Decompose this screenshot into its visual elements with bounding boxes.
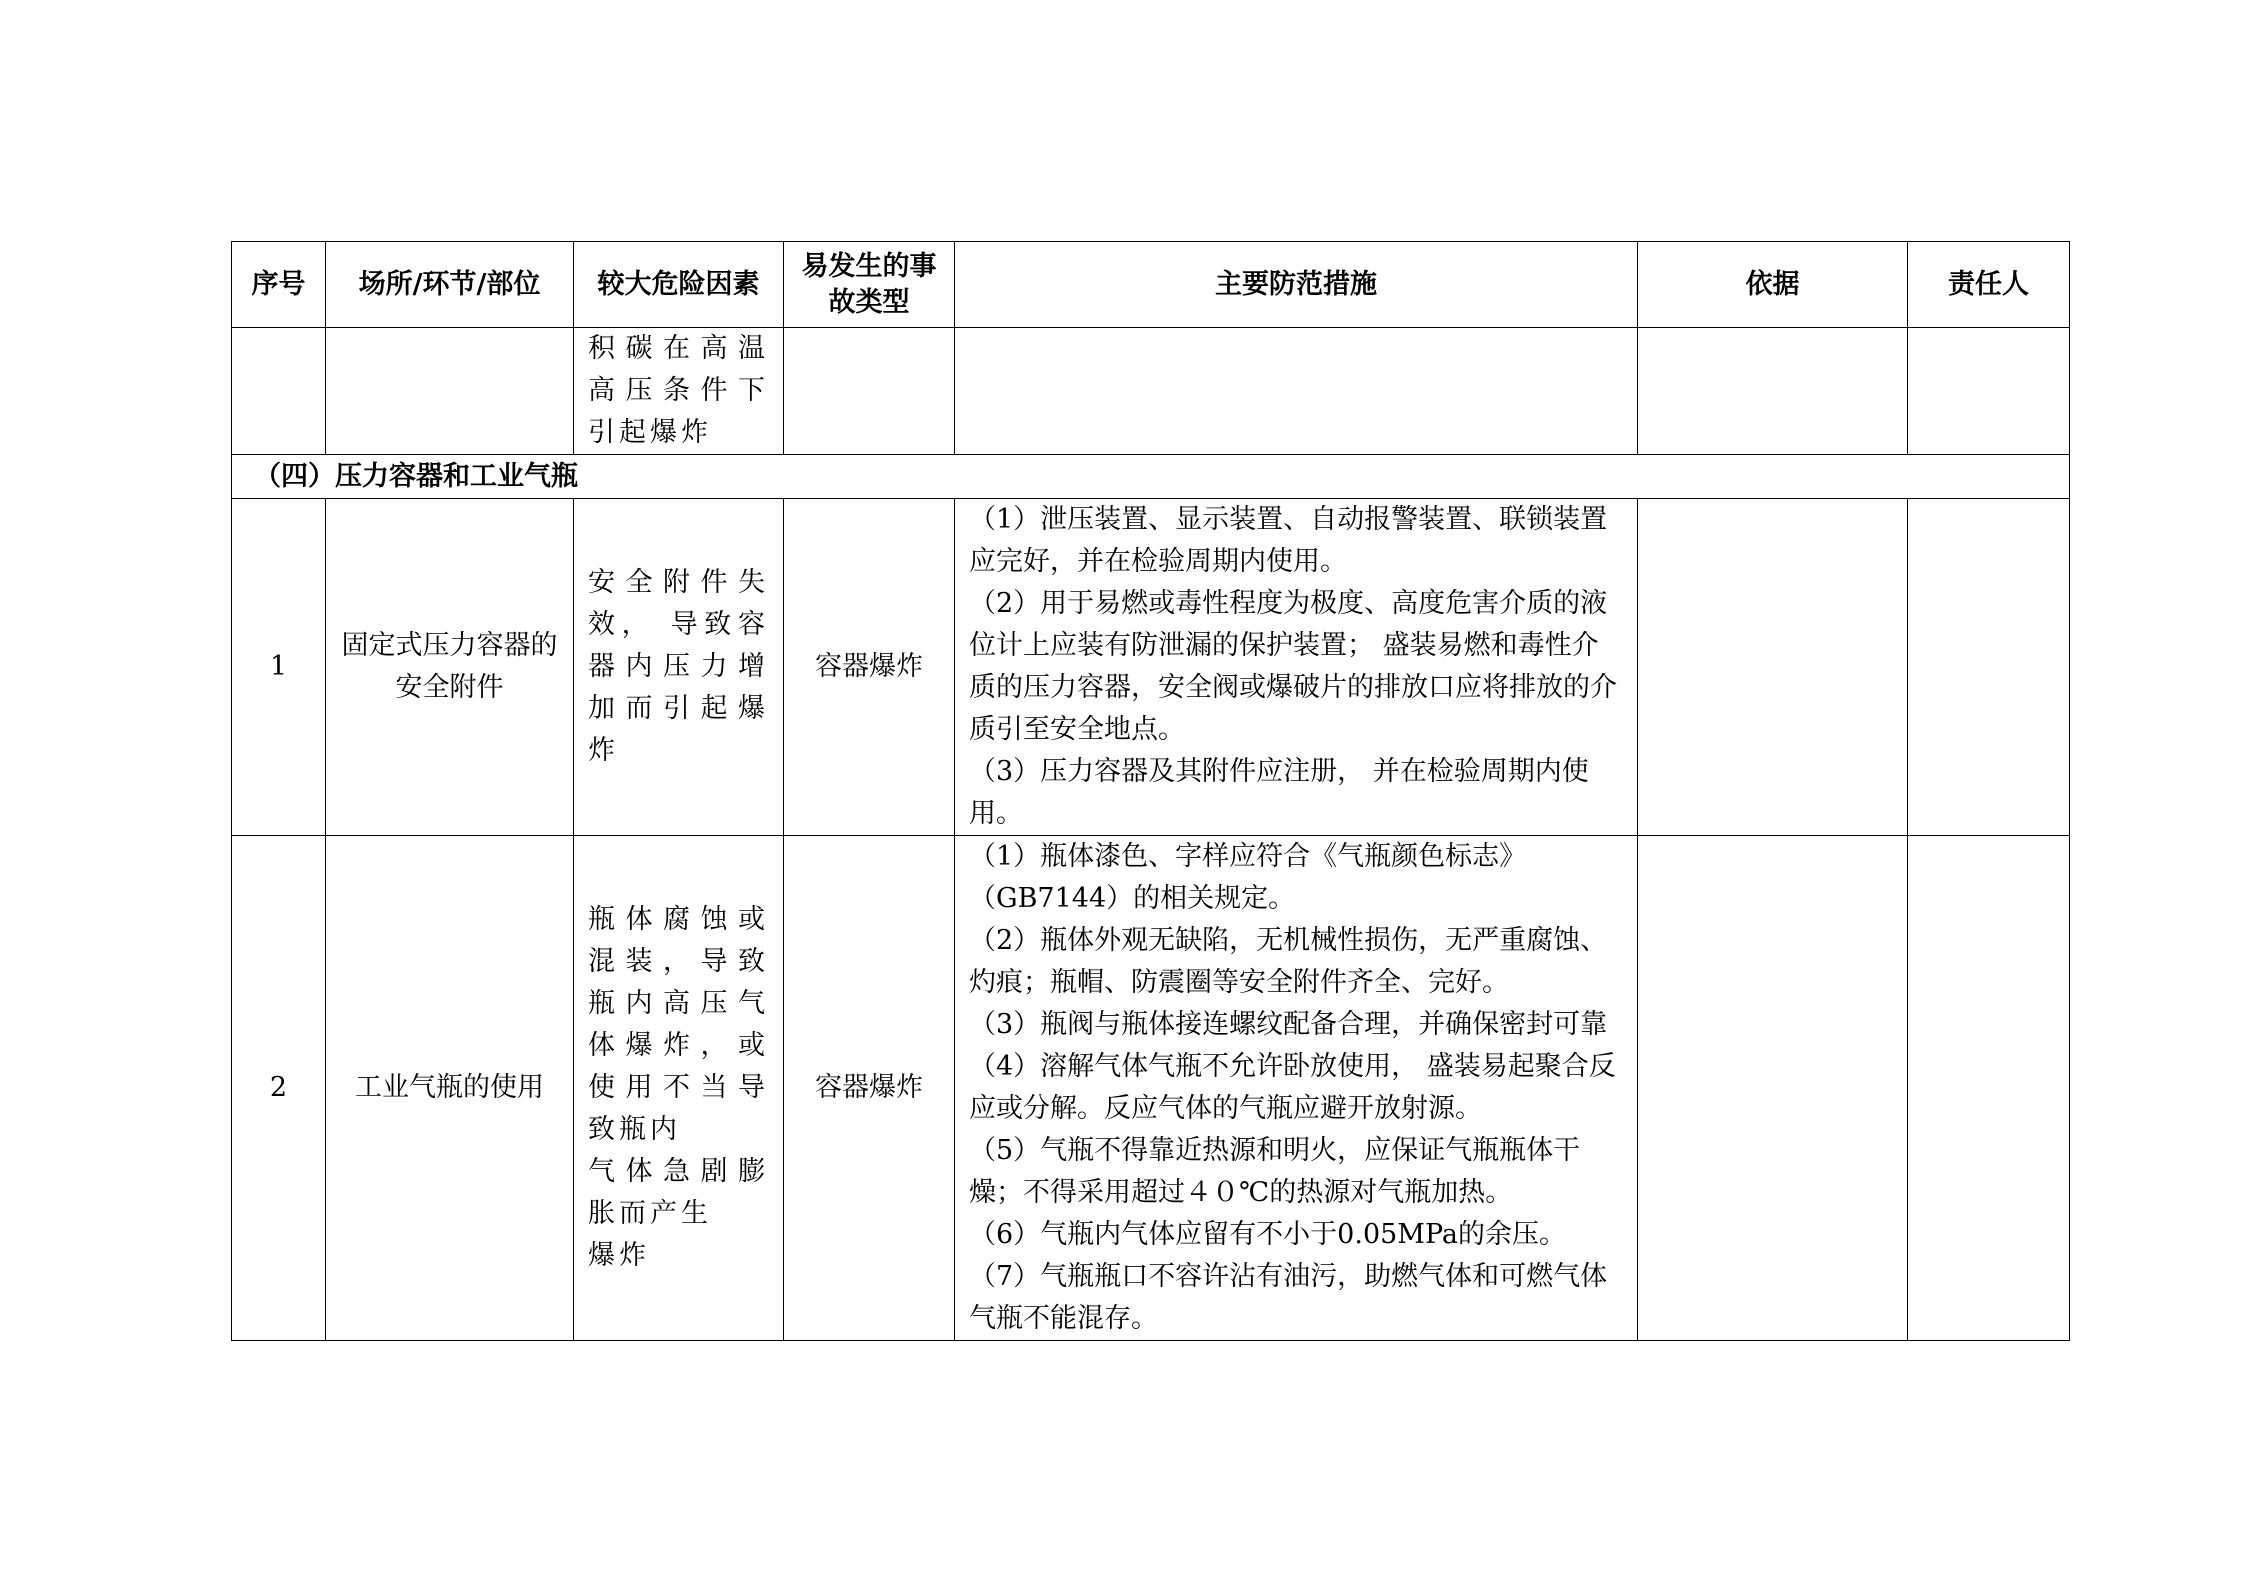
cell-basis — [1638, 499, 1908, 836]
measure-item: （4）溶解气体气瓶不允许卧放使用， 盛装易起聚合反应或分解。反应气体的气瓶应避开放射源。 — [969, 1051, 1616, 1124]
cell-index — [232, 328, 326, 455]
cell-index: 2 — [232, 836, 326, 1341]
section-row — [232, 455, 2070, 499]
cell-location: 固定式压力容器的安全附件 — [326, 499, 574, 836]
cell-hazard — [574, 836, 784, 1341]
cell-hazard: 安全附件失效， 导致容器内压力增加而引起爆炸 — [574, 499, 784, 836]
header-hazard: 较大危险因素 — [574, 242, 784, 328]
cell-measures — [955, 836, 1638, 1341]
cell-index: 1 — [232, 499, 326, 836]
cell-hazard: 积碳在高温高压条件下引起爆炸 — [574, 328, 784, 455]
cell-accident: 容器爆炸 — [784, 499, 955, 836]
cell-measures — [955, 328, 1638, 455]
hazard-line: 爆炸 — [588, 1240, 650, 1271]
measure-item: （2）瓶体外观无缺陷，无机械性损伤，无严重腐蚀、灼痕；瓶帽、防震圈等安全附件齐全、完好。 — [969, 925, 1608, 998]
header-measures: 主要防范措施 — [955, 242, 1638, 328]
cell-location: 工业气瓶的使用 — [326, 836, 574, 1341]
measure-item: （3）瓶阀与瓶体接连螺纹配备合理，并确保密封可靠 — [969, 1009, 1608, 1040]
cell-owner — [1908, 499, 2070, 836]
header-owner: 责任人 — [1908, 242, 2070, 328]
header-index: 序号 — [232, 242, 326, 328]
table-row — [232, 499, 2070, 836]
header-basis: 依据 — [1638, 242, 1908, 328]
hazard-line: 瓶体腐蚀或混装，导致瓶内高压气体爆炸，或使用不当导致瓶内 — [588, 904, 769, 1145]
table-row-continuation — [232, 328, 2070, 455]
table-row — [232, 836, 2070, 1341]
measure-item: （3）压力容器及其附件应注册， 并在检验周期内使用。 — [969, 756, 1589, 829]
header-location: 场所/环节/部位 — [326, 242, 574, 328]
measure-item: （7）气瓶瓶口不容许沾有油污，助燃气体和可燃气体气瓶不能混存。 — [969, 1261, 1608, 1334]
measure-item: （1）瓶体漆色、字样应符合《气瓶颜色标志》（GB7144）的相关规定。 — [969, 841, 1527, 914]
cell-measures — [955, 499, 1638, 836]
measure-item: （5）气瓶不得靠近热源和明火，应保证气瓶瓶体干燥；不得采用超过４０℃的热源对气瓶加热。 — [969, 1135, 1581, 1208]
cell-basis — [1638, 328, 1908, 455]
header-accident-type: 易发生的事故类型 — [784, 242, 955, 328]
measure-item: （1）泄压装置、显示装置、自动报警装置、联锁装置应完好，并在检验周期内使用。 — [969, 504, 1608, 577]
cell-owner — [1908, 328, 2070, 455]
hazard-table — [231, 241, 2070, 1341]
section-title: （四）压力容器和工业气瓶 — [232, 455, 2070, 499]
measure-item: （6）气瓶内气体应留有不小于0.05MPa的余压。 — [969, 1219, 1566, 1250]
cell-accident — [784, 328, 955, 455]
cell-location — [326, 328, 574, 455]
cell-owner — [1908, 836, 2070, 1341]
cell-accident: 容器爆炸 — [784, 836, 955, 1341]
hazard-line: 气体急剧膨胀而产生 — [588, 1156, 769, 1229]
measure-item: （2）用于易燃或毒性程度为极度、高度危害介质的液位计上应装有防泄漏的保护装置； 盛装易燃和毒性介质的压力容器，安全阀或爆破片的排放口应将排放的介质引至安全地点。 — [969, 588, 1617, 745]
cell-basis — [1638, 836, 1908, 1341]
header-row — [232, 242, 2070, 328]
